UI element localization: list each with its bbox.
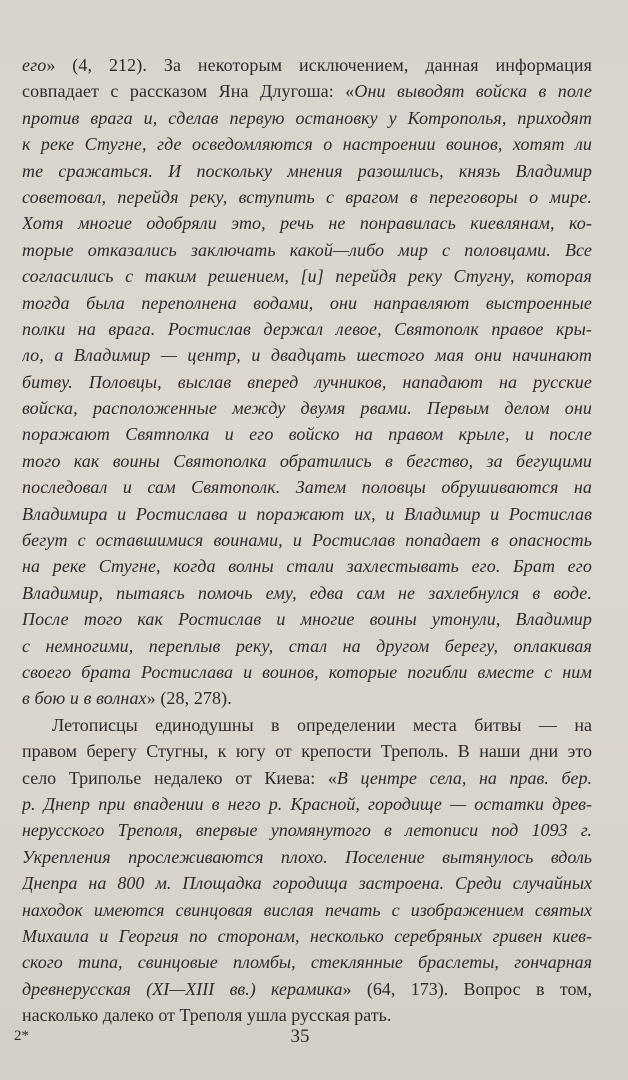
italic-text-segment: на реке Стугне, когда волны стали захлестывать его. Брат его xyxy=(22,556,592,577)
italic-text-segment: своего брата Ростислава и воинов, которые погибли вместе с ним xyxy=(22,661,592,682)
italic-text-segment: Владимир, пытаясь помочь ему, едва сам не захлебнулся в воде. xyxy=(22,582,592,603)
italic-text-segment: тогда была переполнена водами, они направляют выстроенные xyxy=(22,292,592,313)
page-footer xyxy=(0,1024,628,1054)
text-segment: насколько далеко от Треполя ушла русская рать. xyxy=(22,1005,392,1026)
italic-text-segment: последовал и сам Святополк. Затем половцы обрушиваются на xyxy=(22,477,592,498)
text-line xyxy=(22,553,592,579)
italic-text-segment: того как воины Святополка обратились в бегство, за бегущими xyxy=(22,450,592,471)
text-line xyxy=(22,897,592,923)
text-line xyxy=(22,395,592,421)
text-line xyxy=(22,369,592,395)
italic-text-segment: находок имеются свинцовая вислая печать с изображением святых xyxy=(22,899,592,920)
text-line xyxy=(22,158,592,184)
italic-text-segment: полки на врага. Ростислав держал левое, Святополк правое кры- xyxy=(22,318,592,339)
italic-text-segment: Они выводят войска в поле xyxy=(354,81,592,102)
italic-text-segment: р. Днепр при впадении в него р. Красной, городище — остатки древ- xyxy=(22,793,592,814)
italic-text-segment: к реке Стугне, где осведомляются о настроении воинов, хотят ли xyxy=(22,134,592,155)
text-line xyxy=(22,870,592,896)
text-line xyxy=(22,765,592,791)
text-line xyxy=(22,421,592,447)
text-line xyxy=(22,342,592,368)
italic-text-segment: Владимира и Ростислава и поражают их, и Владимир и Ростислав xyxy=(22,503,592,524)
text-line xyxy=(22,263,592,289)
text-line xyxy=(22,474,592,500)
text-segment: Летописцы единодушны в определении места битвы — на xyxy=(52,714,592,735)
text-line xyxy=(22,501,592,527)
italic-text-segment: с немногими, переплыв реку, стал на другом берегу, оплакивая xyxy=(22,635,592,656)
italic-text-segment: битву. Половцы, выслав вперед лучников, нападают на русские xyxy=(22,371,592,392)
text-line xyxy=(22,316,592,342)
text-line xyxy=(22,527,592,553)
text-line xyxy=(22,448,592,474)
page-number: 35 xyxy=(290,1026,310,1047)
text-line xyxy=(22,844,592,870)
text-line xyxy=(22,712,592,738)
italic-text-segment: Михаила и Георгия по сторонам, несколько серебряных гривен киев- xyxy=(22,925,592,946)
italic-text-segment: его xyxy=(22,55,47,75)
text-line xyxy=(22,949,592,975)
text-line xyxy=(22,237,592,263)
text-line xyxy=(22,184,592,210)
italic-text-segment: бегут с оставшимися воинами, и Ростислав попадает в опасность xyxy=(22,530,592,551)
text-segment: село Триполье недалеко от Киева: « xyxy=(22,767,337,788)
text-line xyxy=(22,923,592,949)
italic-text-segment: те сражаться. И поскольку мнения разошлись, князь Владимир xyxy=(22,160,592,181)
italic-text-segment: В центре села, на прав. бер. xyxy=(336,767,592,788)
italic-text-segment: Хотя многие одобряли это, речь не понравилась киевлянам, ко- xyxy=(22,213,592,234)
italic-text-segment: поражают Святполка и его войско на правом крыле, и после xyxy=(22,424,592,445)
text-line xyxy=(22,290,592,316)
text-line xyxy=(22,580,592,606)
text-line xyxy=(22,791,592,817)
italic-text-segment: После того как Ростислав и многие воины утонули, Владимир xyxy=(22,609,592,630)
text-line xyxy=(22,131,592,157)
paragraph-quote-dlugosz xyxy=(22,52,592,712)
italic-text-segment: согласились с таким решением, [и] перейдя реку Стугну, которая xyxy=(22,266,592,287)
text-line xyxy=(22,817,592,843)
text-segment: » (64, 173). Вопрос в том, xyxy=(342,978,592,999)
italic-text-segment: советовал, перейдя реку, вступить с врагом в переговоры о мире. xyxy=(22,186,592,207)
book-page xyxy=(22,52,592,1028)
italic-text-segment: против врага и, сделав первую остановку у Котрополья, приходят xyxy=(22,107,592,128)
text-segment: » (4, 212). За некоторым исключением, данная информация xyxy=(46,55,592,75)
italic-text-segment: нерусского Треполя, впервые упомянутого в летописи под 1093 г. xyxy=(22,820,592,841)
text-line xyxy=(22,685,592,711)
text-line xyxy=(22,210,592,236)
text-line xyxy=(22,105,592,131)
italic-text-segment: в бою и в волнах xyxy=(22,688,147,709)
italic-text-segment: Днепра на 800 м. Площадка городища застроена. Среди случайных xyxy=(22,873,592,894)
text-line xyxy=(22,633,592,659)
paragraph-battle-location xyxy=(22,712,592,1029)
italic-text-segment: ло, а Владимир — центр, и двадцать шестого мая они начинают xyxy=(22,345,592,366)
text-line xyxy=(22,659,592,685)
text-line xyxy=(22,738,592,764)
italic-text-segment: ского типа, свинцовые пломбы, стеклянные браслеты, гончарная xyxy=(22,952,592,973)
italic-text-segment: войска, расположенные между двумя рвами. Первым делом они xyxy=(22,398,592,419)
italic-text-segment: торые отказались заключать какой—либо мир с половцами. Все xyxy=(22,239,592,260)
text-segment: совпадает с рассказом Яна Длугоша: « xyxy=(22,81,355,102)
printer-signature-mark: 2* xyxy=(14,1028,29,1044)
italic-text-segment: древнерусская (XI—XIII вв.) керамика xyxy=(22,978,343,999)
text-segment: правом берегу Стугны, к югу от крепости Треполь. В наши дни это xyxy=(22,741,592,762)
text-line xyxy=(22,606,592,632)
italic-text-segment: Укрепления прослеживаются плохо. Поселение вытянулось вдоль xyxy=(22,846,592,867)
text-segment: » (28, 278). xyxy=(146,688,232,709)
text-line xyxy=(22,52,592,78)
text-line xyxy=(22,976,592,1002)
text-line xyxy=(22,78,592,104)
